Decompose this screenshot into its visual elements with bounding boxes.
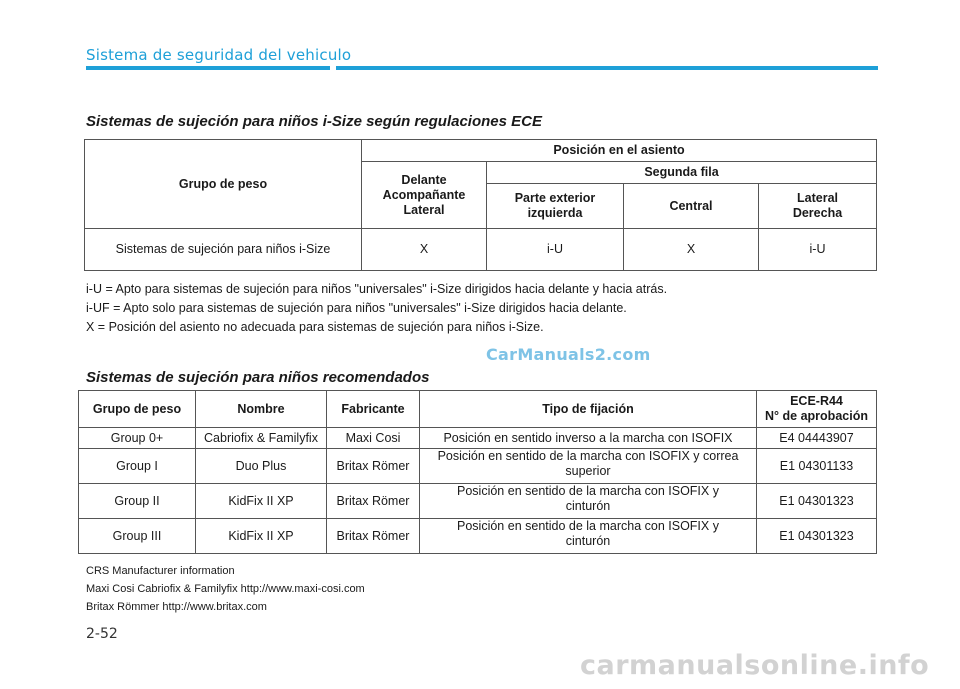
cell-name: KidFix II XP — [196, 519, 327, 554]
row-label: Sistemas de sujeción para niños i-Size — [85, 229, 362, 271]
cell-right: i-U — [759, 229, 877, 271]
cell-group: Group III — [79, 519, 196, 554]
cell-approval: E1 04301133 — [757, 449, 877, 484]
table-row — [79, 484, 877, 519]
cell-front: X — [362, 229, 487, 271]
col-outer-left-header: Parte exterior izquierda — [487, 184, 624, 229]
cell-group: Group 0+ — [79, 428, 196, 449]
section-header-title: Sistema de seguridad del vehiculo — [86, 46, 352, 64]
table-row — [85, 229, 877, 271]
isize-section-title: Sistemas de sujeción para niños i-Size según regulaciones ECE — [86, 113, 542, 130]
table-row — [79, 449, 877, 484]
cell-name: Duo Plus — [196, 449, 327, 484]
weight-group-header: Grupo de peso — [85, 140, 362, 229]
col-approval-header: ECE-R44 N° de aprobación — [757, 391, 877, 428]
header-rule — [86, 66, 878, 70]
cell-approval: E4 04443907 — [757, 428, 877, 449]
cell-fixation: Posición en sentido inverso a la marcha con ISOFIX — [420, 428, 757, 449]
watermark-carmanualsonline: carmanualsonline.info — [580, 650, 930, 681]
note-iuf: i-UF = Apto solo para sistemas de sujeción para niños "universales" i-Size dirigidos hacia delante. — [86, 301, 627, 315]
cell-group: Group I — [79, 449, 196, 484]
cell-fixation: Posición en sentido de la marcha con ISOFIX y cinturón — [420, 519, 757, 554]
cell-name: KidFix II XP — [196, 484, 327, 519]
note-x: X = Posición del asiento no adecuada para sistemas de sujeción para niños i-Size. — [86, 320, 544, 334]
seat-position-header: Posición en el asiento — [362, 140, 877, 162]
cell-name: Cabriofix & Familyfix — [196, 428, 327, 449]
front-passenger-header: Delante Acompañante Lateral — [362, 162, 487, 229]
cell-central: X — [624, 229, 759, 271]
page-number: 2-52 — [86, 626, 118, 642]
table-row — [79, 428, 877, 449]
cell-manufacturer: Britax Römer — [327, 484, 420, 519]
isize-table — [84, 139, 877, 271]
watermark-carmanuals2: CarManuals2.com — [486, 345, 651, 364]
cell-group: Group II — [79, 484, 196, 519]
manufacturer-info-notes — [86, 562, 365, 616]
note-britax: Britax Römmer http://www.britax.com — [86, 601, 267, 613]
note-iu: i-U = Apto para sistemas de sujeción para niños "universales" i-Size dirigidos hacia delante y hacia atrás. — [86, 282, 668, 296]
cell-outer-left: i-U — [487, 229, 624, 271]
cell-fixation: Posición en sentido de la marcha con ISOFIX y cinturón — [420, 484, 757, 519]
header-rule-gap — [330, 66, 336, 70]
second-row-header: Segunda fila — [487, 162, 877, 184]
col-fixation-header: Tipo de fijación — [420, 391, 757, 428]
recommended-crs-table — [78, 390, 877, 554]
cell-approval: E1 04301323 — [757, 484, 877, 519]
cell-manufacturer: Maxi Cosi — [327, 428, 420, 449]
cell-approval: E1 04301323 — [757, 519, 877, 554]
isize-legend-notes — [86, 280, 667, 337]
col-manufacturer-header: Fabricante — [327, 391, 420, 428]
cell-manufacturer: Britax Römer — [327, 519, 420, 554]
cell-fixation: Posición en sentido de la marcha con ISOFIX y correa superior — [420, 449, 757, 484]
col-right-header: Lateral Derecha — [759, 184, 877, 229]
note-maxi-cosi: Maxi Cosi Cabriofix & Familyfix http://www.maxi-cosi.com — [86, 583, 365, 595]
col-weight-group-header: Grupo de peso — [79, 391, 196, 428]
table-row — [79, 519, 877, 554]
col-central-header: Central — [624, 184, 759, 229]
note-crs-info: CRS Manufacturer information — [86, 565, 235, 577]
col-name-header: Nombre — [196, 391, 327, 428]
recommended-section-title: Sistemas de sujeción para niños recomendados — [86, 369, 430, 386]
cell-manufacturer: Britax Römer — [327, 449, 420, 484]
